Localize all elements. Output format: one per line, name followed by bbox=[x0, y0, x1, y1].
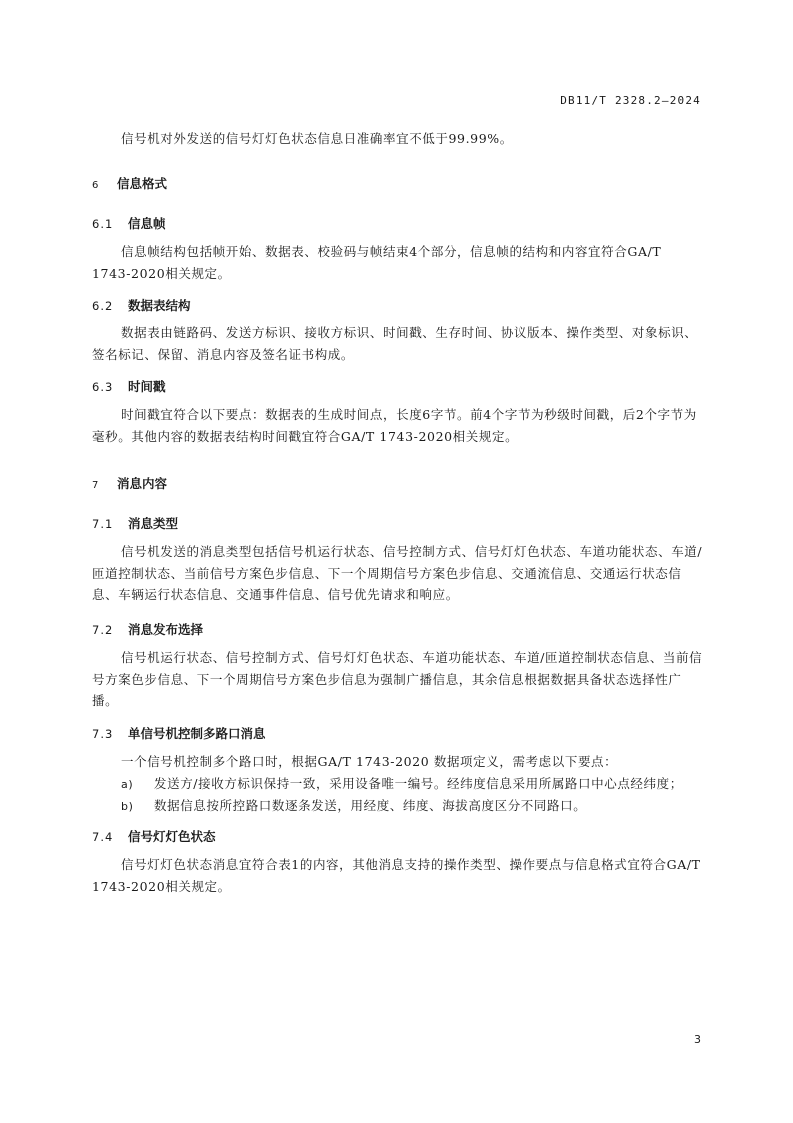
section-7-3-heading bbox=[92, 724, 266, 742]
section-7-heading bbox=[92, 474, 167, 492]
document-code: DB11/T 2328.2—2024 bbox=[560, 94, 701, 107]
section-6-heading bbox=[92, 174, 167, 192]
section-title: 时间戳 bbox=[128, 379, 166, 394]
section-7-3-paragraph: 一个信号机控制多个路口时，根据GA/T 1743-2020 数据项定义，需考虑以下要点： bbox=[121, 754, 618, 769]
section-6-3-heading bbox=[92, 377, 166, 395]
intro-paragraph: 信号机对外发送的信号灯灯色状态信息日准确率宜不低于99.99%。 bbox=[121, 131, 513, 146]
page-number: 3 bbox=[694, 1033, 701, 1046]
section-title: 信号灯灯色状态 bbox=[128, 829, 216, 844]
section-title: 单信号机控制多路口消息 bbox=[128, 726, 266, 741]
section-title: 数据表结构 bbox=[128, 298, 191, 313]
section-6-2-paragraph: 数据表由链路码、发送方标识、接收方标识、时间戳、生存时间、协议版本、操作类型、对象标识、签名标记、保留、消息内容及签名证书构成。 bbox=[92, 325, 698, 362]
section-7-4-heading bbox=[92, 827, 216, 845]
list-item-text: 发送方/接收方标识保持一致，采用设备唯一编号。经纬度信息采用所属路口中心点经纬度； bbox=[154, 776, 683, 791]
list-item-label: a) bbox=[121, 778, 134, 791]
list-item-label: b) bbox=[121, 800, 134, 813]
list-item bbox=[121, 795, 721, 817]
section-title: 信息格式 bbox=[117, 176, 168, 191]
section-title: 消息类型 bbox=[128, 516, 179, 531]
section-6-3-paragraph: 时间戳宜符合以下要点：数据表的生成时间点，长度6字节。前4个字节为秒级时间戳，后2个字节为毫秒。其他内容的数据表结构时间戳宜符合GA/T 1743-2020相关规定。 bbox=[92, 407, 697, 444]
section-title: 消息内容 bbox=[117, 476, 168, 491]
section-number: 7.4 bbox=[92, 830, 114, 844]
section-7-2-paragraph: 信号机运行状态、信号控制方式、信号灯灯色状态、车道功能状态、车道/匝道控制状态信息、当前信号方案色步信息、下一个周期信号方案色步信息为强制广播信息，其余信息根据数据具备状态选择性广播。 bbox=[92, 650, 703, 708]
section-7-1-heading bbox=[92, 514, 178, 532]
section-title: 消息发布选择 bbox=[128, 622, 204, 637]
section-number: 6.3 bbox=[92, 380, 114, 394]
section-6-2-heading bbox=[92, 296, 191, 314]
section-number: 6 bbox=[92, 180, 99, 191]
section-number: 7.3 bbox=[92, 727, 114, 741]
section-number: 7.1 bbox=[92, 517, 114, 531]
list-item-text: 数据信息按所控路口数逐条发送，用经度、纬度、海拔高度区分不同路口。 bbox=[154, 798, 587, 813]
section-7-1-paragraph: 信号机发送的消息类型包括信号机运行状态、信号控制方式、信号灯灯色状态、车道功能状态、车道/匝道控制状态、当前信号方案色步信息、下一个周期信号方案色步信息、交通流信息、交通运行状态信息、车辆运行状态信息、交通事件信息、信号优先请求和响应。 bbox=[92, 544, 703, 602]
section-title: 信息帧 bbox=[128, 216, 166, 231]
section-7-2-heading bbox=[92, 620, 203, 638]
section-6-1-heading bbox=[92, 214, 166, 232]
section-number: 6.1 bbox=[92, 217, 114, 231]
section-number: 6.2 bbox=[92, 299, 114, 313]
section-number: 7 bbox=[92, 480, 99, 491]
section-number: 7.2 bbox=[92, 623, 114, 637]
list-item bbox=[121, 773, 721, 795]
section-6-1-paragraph: 信息帧结构包括帧开始、数据表、校验码与帧结束4个部分，信息帧的结构和内容宜符合GA/T 1743-2020相关规定。 bbox=[92, 244, 662, 281]
section-7-4-paragraph: 信号灯灯色状态消息宜符合表1的内容，其他消息支持的操作类型、操作要点与信息格式宜符合GA/T 1743-2020相关规定。 bbox=[92, 857, 701, 894]
